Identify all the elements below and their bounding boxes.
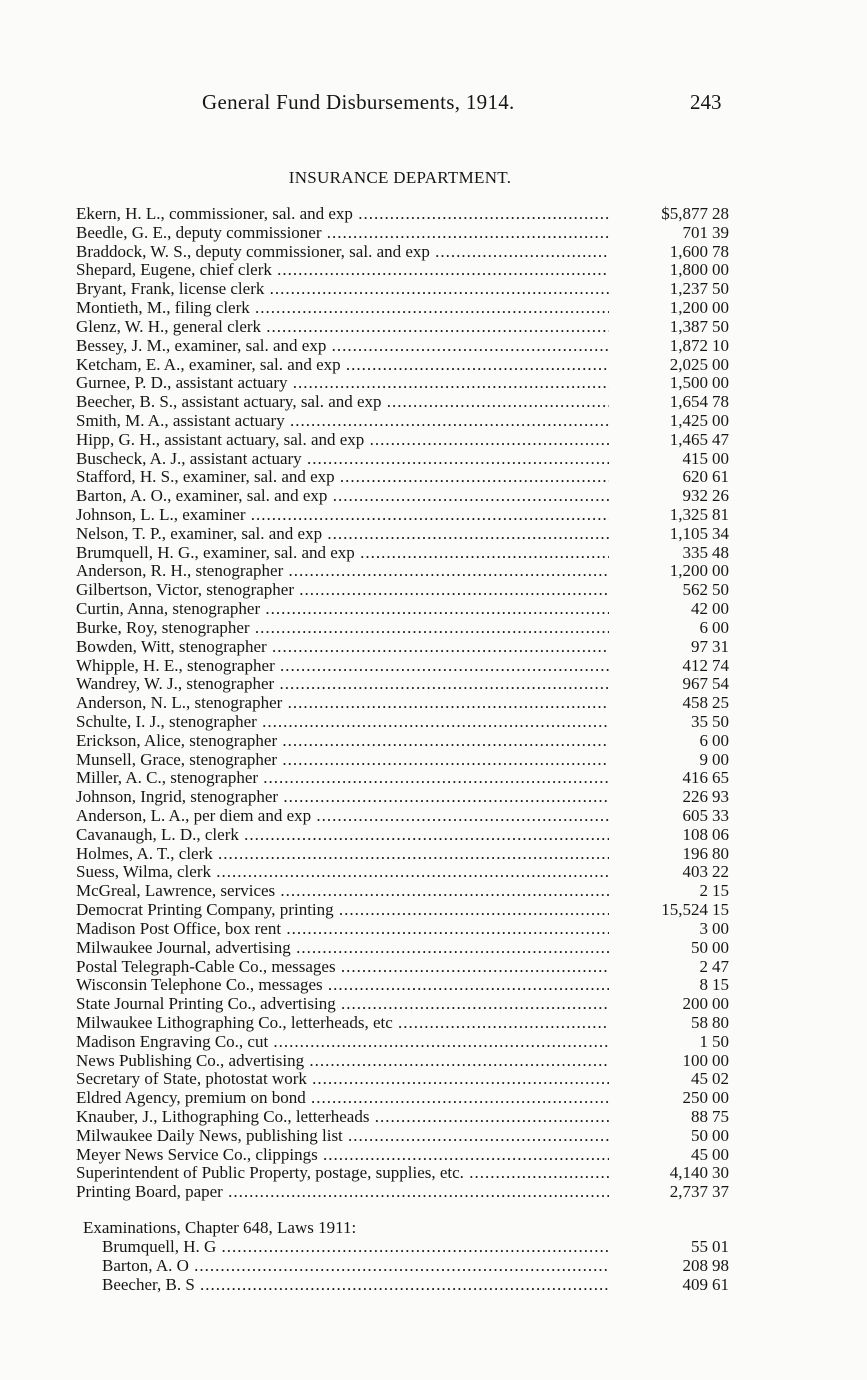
- entry-cents: 78: [712, 392, 729, 412]
- disbursement-row: [76, 506, 746, 525]
- entry-label: Glenz, W. H., general clerk .....: [76, 318, 609, 337]
- entry-label: Shepard, Eugene, chief clerk .....: [76, 261, 609, 280]
- entry-dollars: 1,387: [669, 316, 708, 336]
- disbursement-row: [76, 939, 746, 958]
- entry-cents: 34: [712, 523, 729, 543]
- disbursement-row: [76, 807, 746, 826]
- disbursement-row: [76, 224, 746, 243]
- entry-dollars: 88: [691, 1107, 708, 1126]
- entry-cents: 00: [712, 260, 729, 280]
- entry-dollars: 2,737: [669, 1182, 708, 1202]
- entry-dollars: 208: [682, 1255, 708, 1275]
- page-header: [0, 90, 867, 120]
- entry-label: Wandrey, W. J., stenographer .....: [76, 675, 609, 694]
- disbursement-row: [76, 1108, 746, 1127]
- disbursement-row: [76, 525, 746, 544]
- disbursement-list: [76, 205, 746, 1295]
- entry-cents: 00: [712, 1050, 729, 1070]
- entry-label: Beedle, G. E., deputy commissioner .....: [76, 224, 609, 243]
- disbursement-row: [76, 374, 746, 393]
- entry-dollars: 967: [682, 674, 708, 694]
- department-heading: INSURANCE DEPARTMENT.: [288, 168, 512, 187]
- entry-cents: 50: [712, 1031, 729, 1051]
- entry-label: Hipp, G. H., assistant actuary, sal. and exp .....: [76, 431, 609, 450]
- disbursement-row: [76, 337, 746, 356]
- entry-dollars: 45: [691, 1069, 708, 1089]
- disbursement-row: [76, 450, 746, 469]
- entry-label: Anderson, L. A., per diem and exp .....: [76, 807, 609, 826]
- entry-cents: 06: [712, 824, 729, 844]
- disbursement-row: [76, 393, 746, 412]
- disbursement-row: [76, 995, 746, 1014]
- entry-cents: 25: [712, 693, 729, 713]
- entry-cents: 00: [712, 410, 729, 430]
- entry-cents: 50: [712, 279, 729, 299]
- entry-dollars: 1,654: [669, 392, 708, 412]
- entry-cents: 80: [712, 1012, 729, 1032]
- disbursement-row: [76, 468, 746, 487]
- entry-label: Knauber, J., Lithographing Co., letterheads .....: [76, 1108, 609, 1127]
- entry-dollars: 1,200: [669, 561, 708, 581]
- entry-cents: 50: [712, 580, 729, 600]
- entry-cents: 61: [712, 467, 729, 487]
- entry-dollars: 1,105: [669, 523, 708, 543]
- disbursement-row: [76, 356, 746, 375]
- disbursement-row: [76, 732, 746, 751]
- entry-label: Munsell, Grace, stenographer .....: [76, 751, 609, 770]
- entry-cents: 15: [712, 881, 729, 901]
- disbursement-row: [76, 600, 746, 619]
- disbursement-row: [76, 901, 746, 920]
- disbursement-row: [76, 1070, 746, 1089]
- disbursement-row: [76, 619, 746, 638]
- entry-cents: 50: [712, 316, 729, 336]
- entry-label: News Publishing Co., advertising .....: [76, 1052, 609, 1071]
- entry-dollars: 100: [682, 1050, 708, 1070]
- disbursement-row: [76, 920, 746, 939]
- entry-dollars: 1,200: [669, 298, 708, 318]
- disbursement-row: [76, 581, 746, 600]
- entry-label: Brumquell, H. G., examiner, sal. and exp .....: [76, 544, 609, 563]
- entry-label: Madison Post Office, box rent .....: [76, 920, 609, 939]
- entry-dollars: 701: [682, 222, 708, 242]
- disbursement-row: [76, 976, 746, 995]
- entry-label: Milwaukee Lithographing Co., letterheads, etc .....: [76, 1014, 609, 1033]
- entry-cents: 39: [712, 222, 729, 242]
- entry-dollars: 45: [691, 1144, 708, 1164]
- disbursement-row: [76, 318, 746, 337]
- entry-dollars: 1,800: [669, 260, 708, 280]
- entry-label: Bryant, Frank, license clerk .....: [76, 280, 609, 299]
- entry-dollars: 42: [691, 599, 708, 619]
- entry-label: Erickson, Alice, stenographer .....: [76, 732, 609, 751]
- entry-dollars: 108: [682, 824, 708, 844]
- entry-cents: 00: [712, 617, 729, 637]
- entry-cents: 00: [712, 994, 729, 1014]
- entry-label: Smith, M. A., assistant actuary .....: [76, 412, 609, 431]
- entry-cents: 00: [712, 937, 729, 957]
- entry-dollars: 1,600: [669, 241, 708, 261]
- entry-cents: 01: [712, 1237, 729, 1257]
- entry-cents: 10: [712, 335, 729, 355]
- entry-label: Milwaukee Daily News, publishing list .....: [76, 1127, 609, 1146]
- entry-dollars: 4,140: [669, 1163, 708, 1183]
- page-number: 243: [690, 90, 722, 114]
- entry-label: Printing Board, paper .....: [76, 1183, 609, 1202]
- entry-label: Schulte, I. J., stenographer .....: [76, 713, 609, 732]
- entry-dollars: 2: [699, 881, 708, 901]
- disbursement-row: [76, 713, 746, 732]
- entry-dollars: $5,877: [661, 204, 708, 223]
- disbursement-row: [76, 412, 746, 431]
- entry-cents: 00: [712, 599, 729, 619]
- disbursement-row: [76, 205, 746, 224]
- entry-cents: 93: [712, 787, 729, 807]
- entry-label: Bessey, J. M., examiner, sal. and exp .....: [76, 337, 609, 356]
- disbursement-row: [76, 751, 746, 770]
- entry-label: Ketcham, E. A., examiner, sal. and exp .....: [76, 356, 609, 375]
- entry-label: Anderson, N. L., stenographer .....: [76, 694, 609, 713]
- entry-cents: 15: [712, 975, 729, 995]
- entry-label: McGreal, Lawrence, services .....: [76, 882, 609, 901]
- entry-dollars: 8: [699, 975, 708, 995]
- disbursement-row: [76, 1089, 746, 1108]
- disbursement-row: [76, 431, 746, 450]
- entry-label: Montieth, M., filing clerk .....: [76, 299, 609, 318]
- entry-cents: 48: [712, 542, 729, 562]
- entry-cents: 00: [712, 749, 729, 769]
- entry-label: Gurnee, P. D., assistant actuary .....: [76, 374, 609, 393]
- entry-cents: 00: [712, 1088, 729, 1108]
- entry-dollars: 15,524: [661, 900, 708, 920]
- disbursement-row: [76, 863, 746, 882]
- entry-label: Meyer News Service Co., clippings .....: [76, 1146, 609, 1165]
- entry-cents: 31: [712, 636, 729, 656]
- entry-cents: 00: [712, 1144, 729, 1164]
- entry-label: Holmes, A. T., clerk .....: [76, 845, 609, 864]
- entry-dollars: 2: [699, 956, 708, 976]
- entry-dollars: 9: [699, 749, 708, 769]
- entry-cents: 26: [712, 486, 729, 506]
- entry-label: Cavanaugh, L. D., clerk .....: [76, 826, 609, 845]
- disbursement-row: [76, 769, 746, 788]
- entry-cents: 81: [712, 505, 729, 524]
- entry-cents: 47: [712, 956, 729, 976]
- entry-dollars: 97: [691, 636, 708, 656]
- entry-dollars: 250: [682, 1088, 708, 1108]
- entry-dollars: 6: [699, 617, 708, 637]
- entry-label: Stafford, H. S., examiner, sal. and exp .....: [76, 468, 609, 487]
- disbursement-row: [76, 788, 746, 807]
- entry-dollars: 409: [682, 1274, 708, 1294]
- entry-label: State Journal Printing Co., advertising .....: [76, 995, 609, 1014]
- entry-label: Suess, Wilma, clerk .....: [76, 863, 609, 882]
- entry-dollars: 1,237: [669, 279, 708, 299]
- entry-label: Gilbertson, Victor, stenographer .....: [76, 581, 609, 600]
- entry-label: Nelson, T. P., examiner, sal. and exp .....: [76, 525, 609, 544]
- entry-label: Beecher, B. S., assistant actuary, sal. and exp .....: [76, 393, 609, 412]
- entry-label: Beecher, B. S .....: [102, 1276, 609, 1295]
- disbursement-row: [76, 299, 746, 318]
- entry-label: Wisconsin Telephone Co., messages .....: [76, 976, 609, 995]
- entry-dollars: 1,872: [669, 335, 708, 355]
- disbursement-row: [102, 1276, 746, 1295]
- entry-label: Braddock, W. S., deputy commissioner, sal. and exp .....: [76, 243, 609, 262]
- entry-cents: 00: [712, 298, 729, 318]
- entry-label: Barton, A. O .....: [102, 1257, 609, 1276]
- disbursement-row: [76, 544, 746, 563]
- entry-dollars: 35: [691, 711, 708, 731]
- entry-dollars: 605: [682, 806, 708, 825]
- entry-label: Superintendent of Public Property, postage, supplies, etc. .....: [76, 1164, 609, 1183]
- disbursement-row: [76, 562, 746, 581]
- entry-dollars: 562: [682, 580, 708, 600]
- entry-dollars: 50: [691, 937, 708, 957]
- entry-cents: 61: [712, 1274, 729, 1294]
- entry-cents: 47: [712, 429, 729, 449]
- entry-cents: 15: [712, 900, 729, 920]
- entry-label: Ekern, H. L., commissioner, sal. and exp .....: [76, 205, 609, 224]
- entry-dollars: 1: [699, 1031, 708, 1051]
- entry-label: Johnson, L. L., examiner .....: [76, 506, 609, 525]
- disbursement-row: [76, 487, 746, 506]
- entry-dollars: 50: [691, 1125, 708, 1145]
- entry-label: Madison Engraving Co., cut .....: [76, 1033, 609, 1052]
- disbursement-row: [76, 1146, 746, 1165]
- entry-label: Buscheck, A. J., assistant actuary .....: [76, 450, 609, 469]
- entry-cents: 80: [712, 843, 729, 863]
- entry-dollars: 226: [682, 787, 708, 807]
- entry-dollars: 458: [682, 693, 708, 713]
- entry-cents: 02: [712, 1069, 729, 1089]
- entry-cents: 00: [712, 561, 729, 581]
- disbursement-row: [76, 826, 746, 845]
- entry-label: Curtin, Anna, stenographer .....: [76, 600, 609, 619]
- entry-label: Miller, A. C., stenographer .....: [76, 769, 609, 788]
- entry-label: Bowden, Witt, stenographer .....: [76, 638, 609, 657]
- entry-cents: 00: [712, 448, 729, 468]
- disbursement-row: [76, 657, 746, 676]
- disbursement-row: [76, 1052, 746, 1071]
- disbursement-row: [76, 280, 746, 299]
- entry-cents: 22: [712, 862, 729, 882]
- entry-cents: 00: [712, 373, 729, 393]
- entry-label: Anderson, R. H., stenographer .....: [76, 562, 609, 581]
- entry-dollars: 416: [682, 768, 708, 788]
- entry-cents: 00: [712, 918, 729, 938]
- disbursement-row: [76, 1033, 746, 1052]
- disbursement-row: [76, 243, 746, 262]
- entry-dollars: 403: [682, 862, 708, 882]
- entry-dollars: 55: [691, 1237, 708, 1257]
- entry-cents: 00: [712, 730, 729, 750]
- disbursement-row: [76, 675, 746, 694]
- entry-cents: 00: [712, 354, 729, 374]
- entry-cents: 00: [712, 1125, 729, 1145]
- entry-cents: 78: [712, 241, 729, 261]
- entry-dollars: 1,325: [669, 505, 708, 524]
- disbursement-row: [102, 1257, 746, 1276]
- disbursement-row: [102, 1238, 746, 1257]
- entry-cents: 75: [712, 1107, 729, 1126]
- entry-dollars: 196: [682, 843, 708, 863]
- entry-label: Postal Telegraph-Cable Co., messages .....: [76, 958, 609, 977]
- entry-cents: 54: [712, 674, 729, 694]
- entry-cents: 28: [712, 204, 729, 223]
- entry-label: Burke, Roy, stenographer .....: [76, 619, 609, 638]
- entry-label: Barton, A. O., examiner, sal. and exp .....: [76, 487, 609, 506]
- entry-cents: 98: [712, 1255, 729, 1275]
- disbursement-row: [76, 638, 746, 657]
- disbursement-row: [76, 1183, 746, 1202]
- entry-dollars: 932: [682, 486, 708, 506]
- entry-dollars: 412: [682, 655, 708, 675]
- entry-label: Milwaukee Journal, advertising .....: [76, 939, 609, 958]
- entry-dollars: 1,465: [669, 429, 708, 449]
- entry-label: Johnson, Ingrid, stenographer .....: [76, 788, 609, 807]
- disbursement-row: [76, 1014, 746, 1033]
- entry-label: Secretary of State, photostat work .....: [76, 1070, 609, 1089]
- examinations-heading: Examinations, Chapter 648, Laws 1911:: [83, 1218, 357, 1238]
- entry-dollars: 2,025: [669, 354, 708, 374]
- entry-label: Whipple, H. E., stenographer .....: [76, 657, 609, 676]
- entry-cents: 65: [712, 768, 729, 788]
- entry-cents: 74: [712, 655, 729, 675]
- entry-label: Democrat Printing Company, printing .....: [76, 901, 609, 920]
- entry-dollars: 200: [682, 994, 708, 1014]
- disbursement-row: [76, 694, 746, 713]
- entry-cents: 33: [712, 806, 729, 825]
- entry-dollars: 58: [691, 1012, 708, 1032]
- entry-dollars: 3: [699, 918, 708, 938]
- disbursement-row: [76, 261, 746, 280]
- entry-dollars: 335: [682, 542, 708, 562]
- entry-cents: 50: [712, 711, 729, 731]
- entry-dollars: 1,500: [669, 373, 708, 393]
- entry-dollars: 415: [682, 448, 708, 468]
- entry-dollars: 1,425: [669, 410, 708, 430]
- disbursement-row: [76, 1127, 746, 1146]
- entry-cents: 37: [712, 1182, 729, 1202]
- running-title: General Fund Disbursements, 1914.: [202, 90, 515, 114]
- entry-dollars: 6: [699, 730, 708, 750]
- entry-label: Eldred Agency, premium on bond .....: [76, 1089, 609, 1108]
- disbursement-row: [76, 1164, 746, 1183]
- disbursement-row: [76, 845, 746, 864]
- entry-dollars: 620: [682, 467, 708, 487]
- entry-cents: 30: [712, 1163, 729, 1183]
- disbursement-row: [76, 958, 746, 977]
- entry-label: Brumquell, H. G .....: [102, 1238, 609, 1257]
- disbursement-row: [76, 882, 746, 901]
